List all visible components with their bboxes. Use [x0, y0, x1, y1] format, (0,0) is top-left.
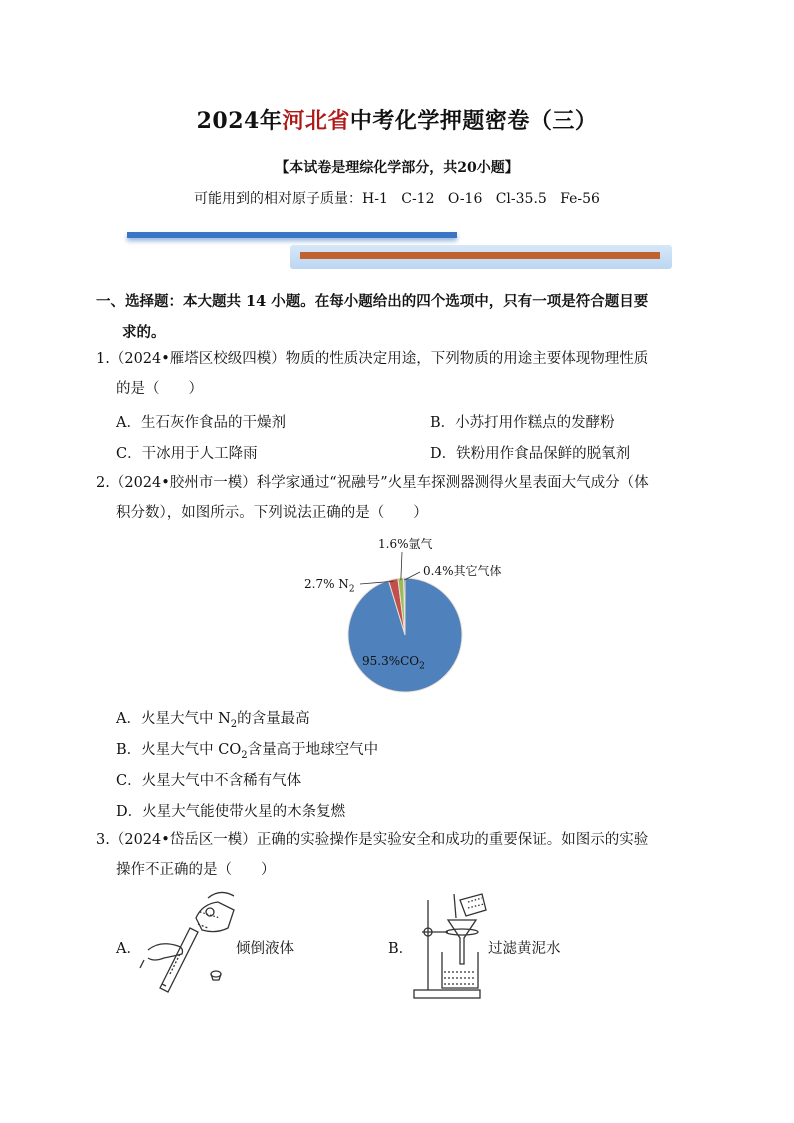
section-heading-line1: 一、选择题：本大题共 14 小题。在每小题给出的四个选项中，只有一项是符合题目要 [96, 293, 649, 310]
pie-svg [290, 530, 540, 705]
q3-option-b-letter[interactable]: B． [388, 941, 414, 957]
pie-leader-氩气 [401, 552, 402, 580]
question-stem-cont: 积分数），如图所示。下列说法正确的是（ ） [116, 505, 428, 521]
decorative-bar-blue [127, 232, 457, 238]
q3-option-b-label: 过滤黄泥水 [488, 941, 561, 957]
question-stem: （2024•岱岳区一模）正确的实验操作是实验安全和成功的重要保证。如图示的实验 [109, 832, 649, 848]
filtration-illustration [408, 890, 488, 1002]
pie-label-other: 0.4%其它气体 [423, 564, 502, 578]
question-3 [96, 825, 716, 885]
q3-option-a-letter[interactable]: A． [116, 941, 141, 957]
mars-atmosphere-pie-chart [290, 530, 540, 705]
title-year: 2024年 [196, 108, 283, 134]
pie-label-co2: $95.3\%CO_2$ [362, 654, 425, 672]
atomic-masses: 可能用到的相对原子质量：H-1 C-12 O-16 Cl-35.5 Fe-56 [194, 191, 600, 207]
pouring-liquid-illustration [138, 888, 238, 993]
question-1 [96, 344, 716, 404]
q1-option-d[interactable]: D．铁粉用作食品保鲜的脱氧剂 [430, 446, 631, 462]
exam-subtitle: 【本试卷是理综化学部分，共20小题】 [275, 160, 519, 176]
question-number: 1. [96, 351, 110, 367]
q1-option-c[interactable]: C．干冰用于人工降雨 [116, 446, 258, 462]
q2-option-b[interactable]: B．火星大气中 $CO_2$含量高于地球空气中 [116, 742, 379, 761]
section-heading-line2: 求的。 [122, 324, 166, 341]
question-stem: （2024•雁塔区校级四模）物质的性质决定用途，下列物质的用途主要体现物理性质 [109, 351, 649, 367]
question-2 [96, 468, 716, 528]
pie-label-argon: 1.6%氩气 [378, 537, 433, 551]
pie-label-n2: 2.7% $N_2$ [304, 577, 355, 595]
question-number: 3. [96, 832, 110, 848]
question-number: 2. [96, 475, 110, 491]
q3-option-a-label: 倾倒液体 [236, 941, 294, 957]
q2-option-d[interactable]: D．火星大气能使带火星的木条复燃 [116, 804, 346, 820]
exam-title [0, 104, 794, 135]
q1-option-a[interactable]: A．生石灰作食品的干燥剂 [116, 415, 286, 431]
q1-option-b[interactable]: B．小苏打用作糕点的发酵粉 [430, 415, 615, 431]
question-stem: （2024•胶州市一模）科学家通过“祝融号”火星车探测器测得火星表面大气成分（体 [109, 475, 649, 491]
section-heading [96, 286, 706, 348]
title-main: 中考化学押题密卷（三） [349, 108, 598, 134]
q2-option-a[interactable]: A．火星大气中 $N_2$的含量最高 [116, 711, 310, 730]
pie-slice-CO2 [348, 578, 462, 692]
q2-option-c[interactable]: C．火星大气中不含稀有气体 [116, 773, 302, 789]
question-stem-cont: 的是（ ） [116, 381, 203, 397]
question-stem-cont: 操作不正确的是（ ） [116, 862, 276, 878]
decorative-bar-orange [290, 245, 672, 269]
title-province: 河北省 [282, 108, 350, 134]
